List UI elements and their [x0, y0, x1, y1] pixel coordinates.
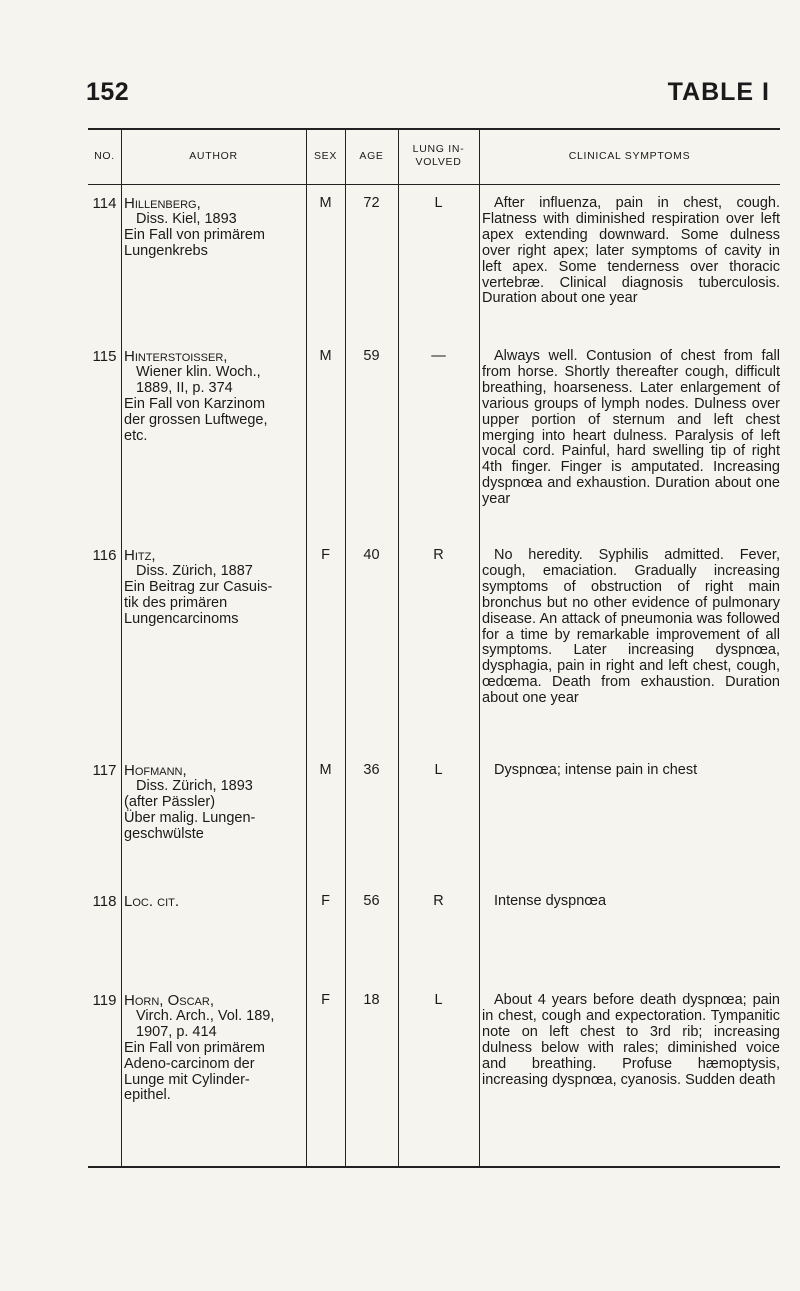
author-reference-line: Lungenkrebs [124, 242, 208, 259]
clinical-symptoms-cell: Dyspnœa; intense pain in chest [494, 762, 698, 778]
sex-cell: M [319, 195, 332, 211]
author-name: Hitz, [124, 547, 156, 564]
age-cell: 18 [363, 992, 380, 1008]
clinical-symptoms-cell: About 4 years before death dyspnœa; pain in chest, cough and expectoration. Tympanitic note on left chest to 3rd rib; increasing dulness below with rales; diminished voice and breathing. Profuse hæmoptysis, increasing dyspnœa, cyanosis. Sudden death [482, 992, 780, 1088]
age-cell: 72 [363, 195, 380, 211]
bottom-rule [88, 1166, 780, 1168]
author-reference-line: etc. [124, 427, 148, 444]
author-reference-line: tik des primären [124, 594, 228, 611]
author-reference-line: 1889, II, p. 374 [136, 379, 233, 396]
sex-cell: F [321, 547, 330, 563]
header-author: AUTHOR [189, 150, 238, 162]
row-number: 117 [92, 762, 117, 779]
clinical-symptoms-cell: After influenza, pain in chest, cough. Flatness with diminished respiration over left apex extending downward. Some dulness over right apex; later symptoms of cavity in left apex. Some tenderness over thoracic vertebræ. Clinical diagnosis tuberculosis. Duration about one year [482, 195, 780, 307]
lung-involved-cell: L [434, 195, 443, 211]
author-reference-line: Virch. Arch., Vol. 189, [136, 1007, 275, 1024]
header-lung-line1: LUNG IN- [412, 143, 465, 155]
page-number: 152 [86, 78, 130, 106]
clinical-symptoms-cell: No heredity. Syphilis admitted. Fever, cough, emaciation. Gradually increasing symptoms of obstruction of right main bronchus but no other evidence of pulmonary disease. An attack of pneumonia was followed for a time by remarkable improvement of all symptoms. Later increasing dyspnœa, dysphagia, pain in right and left chest, cough, œdœma. Death from exhaustion. Duration about one year [482, 547, 780, 707]
author-reference-line: 1907, p. 414 [136, 1023, 217, 1040]
sex-cell: M [319, 762, 332, 778]
author-reference-line: Über malig. Lungen- [124, 809, 256, 826]
lung-involved-cell: R [433, 547, 444, 563]
row-number: 116 [92, 547, 117, 564]
author-cell [124, 993, 306, 1104]
lung-involved-cell: L [434, 762, 443, 778]
author-name: Horn, Oscar, [124, 992, 215, 1009]
author-reference-line: Lunge mit Cylinder- [124, 1071, 250, 1088]
author-reference-line: Wiener klin. Woch., [136, 363, 261, 380]
author-name: Hinterstoisser, [124, 348, 228, 365]
sex-cell: M [319, 348, 332, 364]
page-header [86, 78, 770, 118]
column-divider [479, 130, 480, 1166]
header-sex: SEX [313, 150, 338, 162]
age-cell: 36 [363, 762, 380, 778]
header-lung-involved [398, 143, 479, 169]
sex-cell: F [321, 893, 330, 909]
author-cell [124, 763, 306, 843]
author-reference-line: epithel. [124, 1087, 171, 1104]
author-name: Hillenberg, [124, 195, 201, 212]
row-number: 119 [92, 992, 117, 1009]
author-reference-line: geschwülste [124, 825, 204, 842]
author-reference-line: Lungencarcinoms [124, 610, 239, 627]
header-rule [88, 184, 780, 185]
author-reference-line: Ein Beitrag zur Casuis- [124, 578, 273, 595]
lung-involved-cell: R [433, 893, 444, 909]
author-reference-line: Diss. Zürich, 1887 [136, 562, 253, 579]
author-reference-line: Adeno-carcinom der [124, 1055, 255, 1072]
lung-involved-cell: — [431, 348, 446, 364]
author-cell [124, 894, 306, 910]
column-divider [306, 130, 307, 1166]
author-reference-line: Ein Fall von primärem [124, 226, 266, 243]
author-reference-line: Ein Fall von Karzinom [124, 395, 266, 412]
lung-involved-cell: L [434, 992, 443, 1008]
header-age: AGE [359, 150, 384, 162]
header-no: NO. [94, 150, 115, 162]
row-number: 118 [92, 893, 117, 910]
author-reference-line: (after Pässler) [124, 793, 216, 810]
age-cell: 59 [363, 348, 380, 364]
header-clinical-symptoms: CLINICAL SYMPTOMS [568, 150, 691, 162]
age-cell: 40 [363, 547, 380, 563]
author-name: Hofmann, [124, 762, 187, 779]
author-reference-line: Ein Fall von primärem [124, 1039, 266, 1056]
clinical-symptoms-cell: Intense dyspnœa [494, 893, 607, 909]
author-reference-line: der grossen Luftwege, [124, 411, 268, 428]
column-divider [121, 130, 122, 1166]
column-divider [398, 130, 399, 1166]
clinical-symptoms-cell: Always well. Contusion of chest from fall from horse. Shortly thereafter cough, difficult breathing, hoarseness. Later enlargement of various groups of lymph nodes. Dulness over upper portion of sternum and left chest merging into heart dulness. Paralysis of left vocal cord. Painful, hard swelling tip of right 4th finger. Finger is amputated. Increasing dyspnœa and exhaustion. Duration about one year [482, 348, 780, 508]
running-title: TABLE I [667, 78, 770, 106]
author-reference-line: Diss. Zürich, 1893 [136, 777, 253, 794]
author-cell [124, 349, 306, 444]
row-number: 115 [92, 348, 117, 365]
sex-cell: F [321, 992, 330, 1008]
author-cell [124, 548, 306, 628]
row-number: 114 [92, 195, 117, 212]
age-cell: 56 [363, 893, 380, 909]
top-rule [88, 128, 780, 130]
author-name: Loc. cit. [124, 893, 180, 910]
column-divider [345, 130, 346, 1166]
author-cell [124, 196, 306, 260]
header-lung-line2: VOLVED [415, 156, 462, 168]
author-reference-line: Diss. Kiel, 1893 [136, 210, 237, 227]
